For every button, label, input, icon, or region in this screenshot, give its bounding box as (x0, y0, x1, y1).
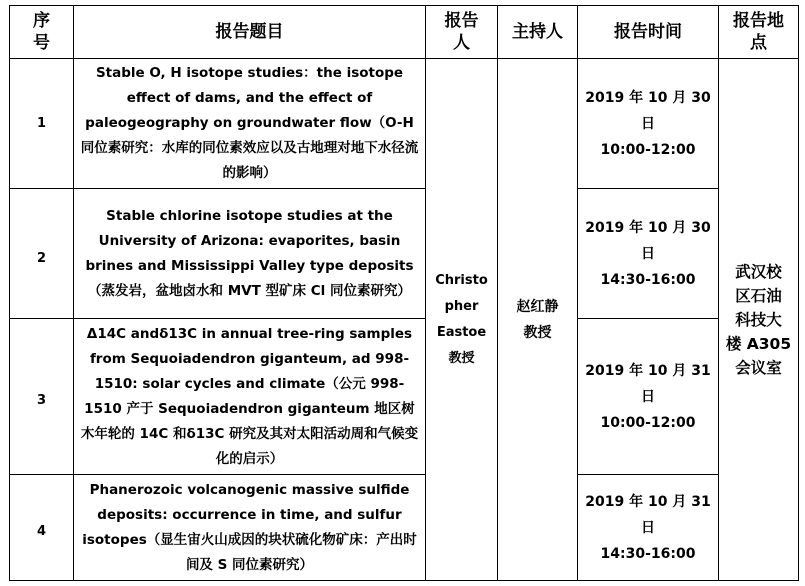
report-time (578, 475, 719, 581)
header-title: 报告题目 (74, 6, 426, 59)
speaker-cell: Christo pher Eastoe 教授 (426, 59, 498, 581)
report-time-range: 10:00-12:00 (600, 141, 696, 158)
report-time (578, 189, 719, 319)
report-date: 2019 年 10 月 30 日 (585, 89, 711, 132)
row-number: 3 (10, 319, 74, 475)
report-time (578, 319, 719, 475)
table-row (10, 59, 799, 189)
header-time: 报告时间 (578, 6, 719, 59)
table-row (10, 319, 799, 475)
header-host: 主持人 (498, 6, 578, 59)
report-date: 2019 年 10 月 30 日 (585, 219, 711, 262)
lecture-schedule-table (9, 5, 799, 581)
header-seq: 序 号 (10, 6, 74, 59)
report-time-range: 14:30-16:00 (600, 545, 696, 562)
header-speaker: 报告 人 (426, 6, 498, 59)
report-time (578, 59, 719, 189)
host-cell: 赵红静 教授 (498, 59, 578, 581)
report-time-range: 10:00-12:00 (600, 414, 696, 431)
report-date: 2019 年 10 月 31 日 (585, 493, 711, 536)
table-row (10, 475, 799, 581)
header-row (10, 6, 799, 59)
report-title: Stable chlorine isotope studies at the University of Arizona: evaporites, basin brines and Mississippi Valley type deposits（蒸发岩，盆地卤水和 MVT 型矿床 Cl 同位素研究） (74, 189, 426, 319)
report-title: Stable O, H isotope studies：the isotope effect of dams, and the effect of paleogeography on groundwater flow（O-H 同位素研究：水库的同位素效应以及古地理对地下水径流的影响） (74, 59, 426, 189)
table-row (10, 189, 799, 319)
report-title: Phanerozoic volcanogenic massive sulfide deposits: occurrence in time, and sulfur isotopes（显生宙火山成因的块状硫化物矿床：产出时间及 S 同位素研究） (74, 475, 426, 581)
header-venue: 报告地 点 (719, 6, 799, 59)
row-number: 2 (10, 189, 74, 319)
report-date: 2019 年 10 月 31 日 (585, 362, 711, 405)
report-time-range: 14:30-16:00 (600, 271, 696, 288)
venue-cell: 武汉校 区石油 科技大 楼 A305 会议室 (719, 59, 799, 581)
row-number: 1 (10, 59, 74, 189)
report-title: Δ14C andδ13C in annual tree-ring samples from Sequoiadendron giganteum, ad 998-1510: solar cycles and climate（公元 998-1510 产于 Sequoiadendron giganteum 地区树木年轮的 14C 和δ13C 研究及其对太阳活动周和气候变化的启示） (74, 319, 426, 475)
row-number: 4 (10, 475, 74, 581)
